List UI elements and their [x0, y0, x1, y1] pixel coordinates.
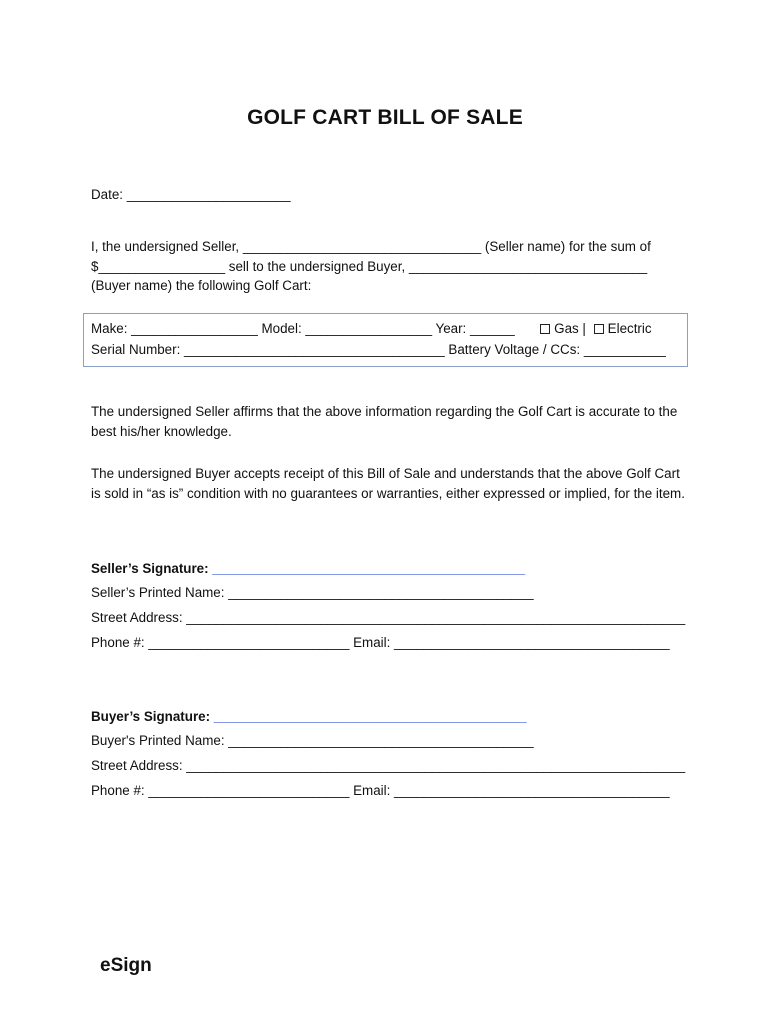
buyer-street-address-field[interactable]: Street Address: ___________________________________________________________________: [91, 758, 686, 773]
buyer-printed-name-field[interactable]: Buyer's Printed Name: _________________________________________: [91, 733, 534, 748]
seller-signature-label: Seller’s Signature:: [91, 561, 209, 576]
seller-affirmation: The undersigned Seller affirms that the above information regarding the Golf Cart is accurate to the best his/her knowledge.: [91, 404, 678, 439]
esign-logo: eSign: [100, 955, 152, 976]
make-model-year-fields[interactable]: Make: _________________ Model: _________________ Year: ______: [91, 321, 515, 336]
gas-checkbox[interactable]: [540, 324, 550, 334]
seller-street-address-field[interactable]: Street Address: ___________________________________________________________________: [91, 610, 686, 625]
buyer-signature-field[interactable]: __________________________________________: [213, 709, 527, 724]
electric-checkbox[interactable]: [594, 324, 604, 334]
intro-line-3: (Buyer name) the following Golf Cart:: [91, 278, 312, 293]
vehicle-row-2[interactable]: Serial Number: ___________________________________ Battery Voltage / CCs: ___________: [91, 342, 666, 357]
seller-signature-row: [91, 559, 525, 578]
vehicle-row-1: [91, 321, 652, 336]
buyer-acceptance: The undersigned Buyer accepts receipt of this Bill of Sale and understands that the above Golf Cart is sold in “as is” condition with no guarantees or warranties, either expressed or implied, for the item.: [91, 466, 685, 501]
intro-line-2: $_________________ sell to the undersigned Buyer, ________________________________: [91, 259, 648, 274]
buyer-signature-row: [91, 707, 527, 726]
intro-line-1: I, the undersigned Seller, ________________________________ (Seller name) for the sum of: [91, 239, 651, 254]
page-title: GOLF CART BILL OF SALE: [247, 106, 523, 129]
seller-signature-field[interactable]: __________________________________________: [212, 561, 526, 576]
gas-label: Gas |: [554, 321, 586, 336]
seller-phone-email-field[interactable]: Phone #: ___________________________ Email: _____________________________________: [91, 635, 670, 650]
vehicle-info-box: [83, 313, 688, 367]
electric-label: Electric: [607, 321, 652, 336]
date-field[interactable]: Date: ______________________: [91, 187, 291, 202]
seller-printed-name-field[interactable]: Seller’s Printed Name: _________________________________________: [91, 585, 534, 600]
buyer-signature-label: Buyer’s Signature:: [91, 709, 211, 724]
buyer-phone-email-field[interactable]: Phone #: ___________________________ Email: _____________________________________: [91, 783, 670, 798]
